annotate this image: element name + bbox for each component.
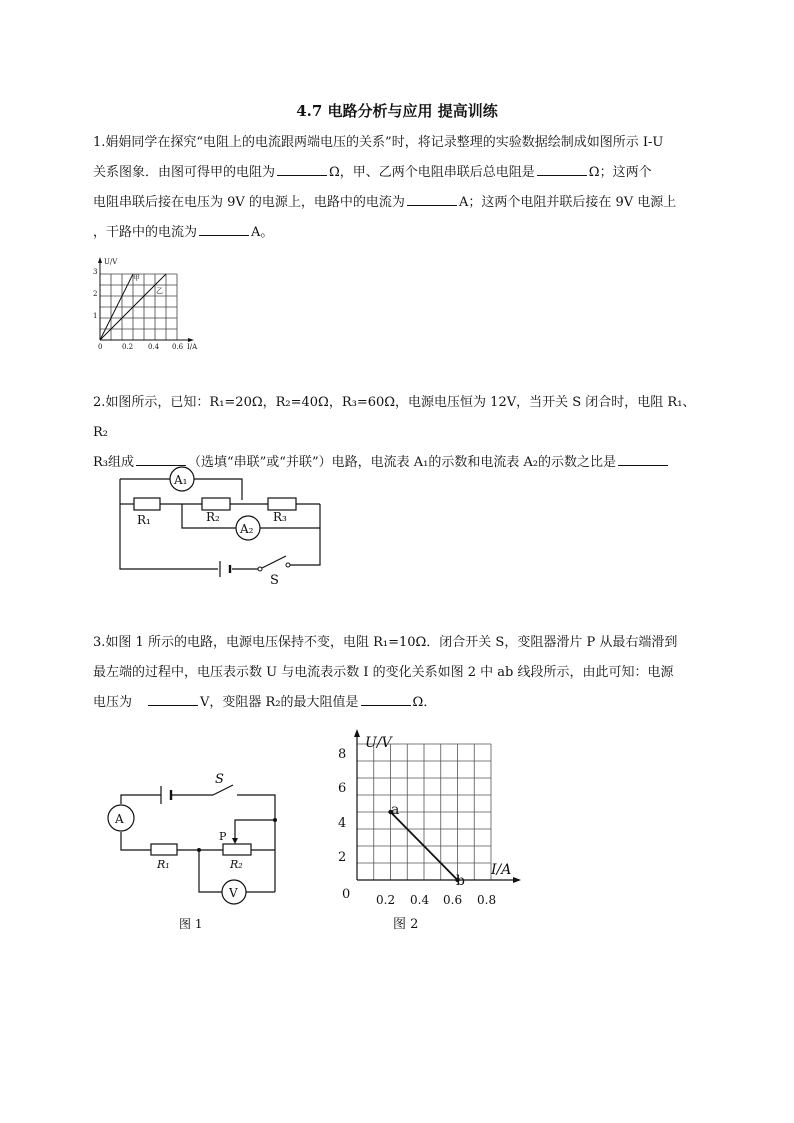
- q1-xtick-3: 0.6: [172, 343, 184, 351]
- q3-fig1-circuit: [105, 768, 295, 938]
- q2-label-a2: A₂: [240, 522, 254, 536]
- q3-wire-top-left: [121, 795, 161, 804]
- q2-label-s: S: [270, 573, 279, 587]
- q1-ytick-2: 2: [93, 290, 98, 298]
- q3-fig2-graph: [335, 728, 530, 938]
- page-title: 4.7 电路分析与应用 提高训练: [296, 102, 498, 120]
- q1-blank-2[interactable]: [537, 161, 587, 176]
- q2-blank-2[interactable]: [618, 451, 668, 466]
- q1-line4: [93, 218, 705, 248]
- q3-blank-1[interactable]: [148, 691, 198, 706]
- q3-origin: 0: [342, 887, 351, 902]
- q1-y-arrow: [98, 257, 102, 263]
- q1-text-3b: A；这两个电阻并联后接在 9V 电源上: [458, 195, 677, 210]
- q3-wire-left-bottom: [121, 832, 151, 850]
- q3-fig2-caption: 图 2: [393, 917, 419, 932]
- q3-junction-right: [273, 818, 277, 822]
- q2-label-a1: A₁: [174, 473, 188, 487]
- q3-ytick-6: 6: [338, 781, 347, 796]
- q3-xtick-4: 0.8: [477, 893, 497, 907]
- q1-text-3a: 电阻串联后接在电压为 9V 的电源上，电路中的电流为: [93, 195, 405, 210]
- q3-wire-v-left: [199, 850, 222, 892]
- q2-wire-top-right: [194, 479, 242, 500]
- q3-ytick-4: 4: [338, 816, 347, 831]
- q2-label-r1: R₁: [137, 513, 151, 527]
- q3-line3: [93, 688, 705, 718]
- q1-x-arrow: [188, 338, 194, 342]
- q1-text-4b: A。: [251, 225, 274, 240]
- q1-blank-4[interactable]: [199, 221, 249, 236]
- q3-ytick-2: 2: [338, 850, 347, 865]
- q3-text-3b: V，变阻器 R₂的最大阻值是: [200, 695, 359, 710]
- q3-label-r1: R₁: [157, 858, 170, 871]
- q1-text-4a: ，干路中的电流为: [93, 225, 198, 240]
- q3-label-voltmeter: V: [229, 886, 238, 900]
- q3-text-3c: Ω．: [412, 695, 437, 710]
- q3-label-r2: R₂: [230, 858, 243, 871]
- q3-label-b: b: [456, 873, 465, 889]
- question-3: [93, 628, 705, 718]
- q2-circuit-diagram: [110, 462, 340, 587]
- q3-label-s: S: [215, 772, 224, 787]
- q2-switch-pivot: [258, 567, 262, 571]
- q3-xlabel: I/A: [491, 862, 512, 878]
- q2-text-2a: R₃组成: [93, 455, 134, 470]
- q2-switch-blade: [260, 556, 286, 569]
- q2-switch-contact: [286, 563, 290, 567]
- q3-ytick-8: 8: [338, 747, 347, 762]
- question-1: [93, 128, 705, 248]
- q3-blank-2[interactable]: [361, 691, 411, 706]
- q1-label-yi: 乙: [156, 287, 163, 295]
- q3-line2: 最左端的过程中，电压表示数 U 与电流表示数 I 的变化关系如图 2 中 ab 线段所示，由此可知：电源: [93, 665, 674, 680]
- q3-line1: 3.如图 1 所示的电路，电源电压保持不变，电阻 R₁=10Ω．闭合开关 S，变阻器滑片 P 从最右端滑到: [93, 635, 678, 650]
- q1-text-2b: Ω，甲、乙两个电阻串联后总电阻是: [329, 165, 535, 180]
- q2-line1: 2.如图所示，已知：R₁=20Ω，R₂=40Ω，R₃=60Ω，电源电压恒为 12V，当开关 S 闭合时，电阻 R₁、R₂: [93, 395, 696, 440]
- q3-label-p: P: [219, 830, 227, 843]
- q2-label-r3: R₃: [273, 510, 287, 524]
- q1-blank-1[interactable]: [277, 161, 327, 176]
- q3-xtick-1: 0.2: [376, 893, 396, 907]
- q1-label-jia: 甲: [133, 274, 140, 282]
- q1-xtick-2: 0.4: [148, 343, 160, 351]
- q1-blank-3[interactable]: [407, 191, 457, 206]
- q1-text-2c: Ω；这两个: [588, 165, 652, 180]
- q3-label-ammeter: A: [115, 812, 124, 826]
- q1-origin: 0: [98, 343, 103, 351]
- q1-ytick-1: 1: [93, 312, 98, 320]
- q3-xtick-2: 0.4: [410, 893, 430, 907]
- q3-fig1-caption: 图 1: [179, 917, 203, 931]
- q1-line3: [93, 188, 705, 218]
- q3-resistor-r1: [151, 844, 177, 855]
- q3-y-arrow: [354, 729, 360, 737]
- q1-ylabel: U/V: [104, 258, 118, 266]
- q1-text-2a: 关系图象．由图可得甲的电阻为: [93, 165, 276, 180]
- q2-wire-right: [288, 504, 320, 565]
- q2-label-r2: R₂: [206, 510, 220, 524]
- q3-resistor-r2: [223, 844, 251, 855]
- q1-xtick-1: 0.2: [122, 343, 134, 351]
- q1-line2: [93, 158, 705, 188]
- q3-grid: [357, 744, 491, 880]
- q2-resistor-r2: [202, 498, 230, 510]
- q3-ylabel: U/V: [365, 735, 392, 751]
- q2-text-2b: （选填“串联”或“并联”）电路，电流表 A₁的示数和电流表 A₂的示数之比是: [188, 455, 617, 470]
- q2-wire-left-bottom: [120, 479, 218, 569]
- q2-resistor-r1: [134, 498, 160, 510]
- q1-line1: 1.娟娟同学在探究“电阻上的电流跟两端电压的关系”时，将记录整理的实验数据绘制成如图所示 I-U: [93, 135, 664, 150]
- q3-junction: [197, 848, 201, 852]
- q3-x-arrow: [513, 877, 521, 883]
- q3-slider-wire: [235, 820, 275, 842]
- q2-resistor-r3: [268, 498, 296, 510]
- q3-slider-arrow: [232, 838, 238, 844]
- q1-ytick-3: 3: [93, 268, 98, 276]
- q1-xlabel: I/A: [187, 343, 198, 351]
- q1-iu-graph: [90, 255, 200, 355]
- q3-text-3a: 电压为: [93, 695, 133, 710]
- q3-xtick-3: 0.6: [443, 893, 463, 907]
- q3-label-a: a: [391, 802, 400, 818]
- q1-grid: [100, 274, 177, 340]
